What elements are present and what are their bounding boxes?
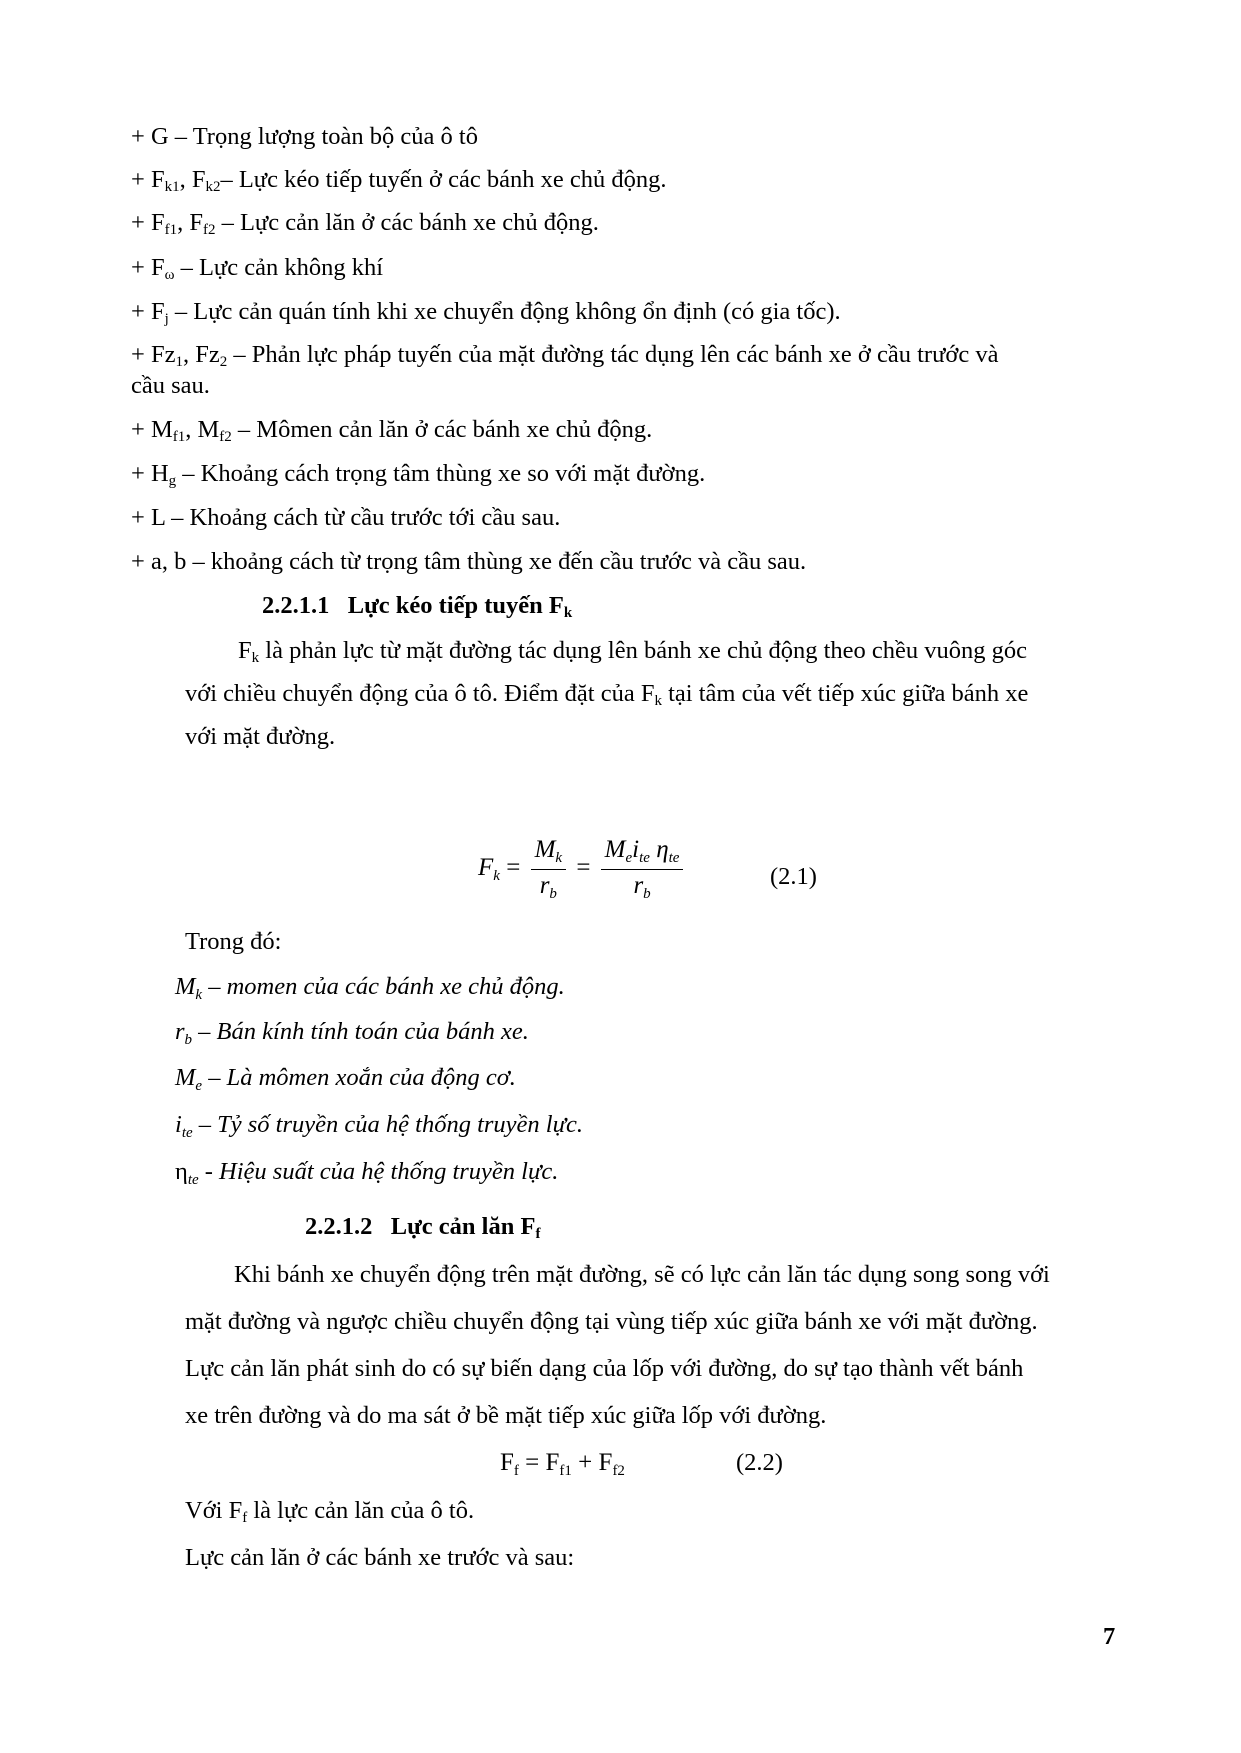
def-symbol: i xyxy=(175,1111,182,1138)
equation-label xyxy=(770,862,817,891)
definition-item xyxy=(175,1110,583,1142)
symbol-sub: j xyxy=(164,311,169,327)
eq-equals: = xyxy=(525,1449,540,1476)
definition-item xyxy=(175,1017,529,1049)
def-symbol: r xyxy=(175,1018,185,1045)
symbol-desc: – Trọng lượng toàn bộ của ô tô xyxy=(174,123,478,150)
symbol-desc: – Mômen cản lăn ở các bánh xe chủ động. xyxy=(231,416,653,443)
symbol-item xyxy=(131,297,841,328)
symbol-item xyxy=(131,208,599,239)
def-symbol: M xyxy=(175,973,196,1000)
eq-equals: = xyxy=(506,854,521,882)
eq-var-sub: b xyxy=(549,886,557,902)
paragraph-line xyxy=(185,722,335,751)
eq-var: F xyxy=(545,1449,560,1476)
eq-label: (2.2) xyxy=(736,1449,783,1476)
section-heading xyxy=(262,591,572,622)
para-symbol-sub: f xyxy=(242,1510,248,1526)
eq-var: i xyxy=(632,836,640,863)
equation-label xyxy=(736,1448,783,1477)
symbol-desc: – Lực cản không khí xyxy=(174,254,384,281)
symbol-name: + Fz xyxy=(131,341,176,368)
symbol-sub: ω xyxy=(164,267,175,283)
def-symbol-sub: k xyxy=(195,987,203,1003)
paragraph-line xyxy=(185,679,1028,710)
symbol-name: + F xyxy=(131,254,165,281)
symbol-item xyxy=(131,340,998,371)
def-symbol-sub: b xyxy=(184,1032,193,1048)
para-symbol-sub: k xyxy=(251,650,260,666)
symbol-sub: k2 xyxy=(205,179,221,195)
para-text: với chiều chuyển động của ô tô. Điểm đặt của F xyxy=(185,680,655,707)
eq-var: M xyxy=(604,836,626,863)
para-text: xe trên đường và do ma sát ở bề mặt tiếp xúc giữa lốp với đường. xyxy=(185,1402,827,1429)
def-text: - Hiệu suất của hệ thống truyền lực. xyxy=(198,1158,559,1185)
symbol-desc: – Lực kéo tiếp tuyến ở các bánh xe chủ động. xyxy=(220,166,667,193)
para-text: là phản lực từ mặt đường tác dụng lên bánh xe chủ động theo chều vuông góc xyxy=(259,637,1028,664)
def-symbol: η xyxy=(175,1158,188,1185)
para-symbol-sub: k xyxy=(654,693,662,709)
para-text: với mặt đường. xyxy=(185,723,336,750)
para-text: Lực cản lăn phát sinh do có sự biến dạng của lốp với đường, do sự tạo thành vết bánh xyxy=(185,1355,1024,1382)
paragraph-line xyxy=(238,636,1027,667)
symbol-name: + L xyxy=(131,504,165,531)
eq-var-sub: f xyxy=(513,1463,519,1479)
eq-var-sub: f1 xyxy=(559,1463,572,1479)
symbol-item xyxy=(131,165,666,196)
def-symbol-sub: te xyxy=(187,1172,199,1188)
eq-var-sub: te xyxy=(668,850,680,866)
eq-var-sub: e xyxy=(625,850,633,866)
eq-var-sub: f2 xyxy=(612,1463,625,1479)
symbol-desc: – Khoảng cách từ cầu trước tới cầu sau. xyxy=(165,504,561,531)
symbol-name: + a, b xyxy=(131,548,187,575)
symbol-name: , F xyxy=(177,209,203,236)
def-text: – Bán kính tính toán của bánh xe. xyxy=(192,1018,529,1045)
def-text: – Tỷ số truyền của hệ thống truyền lực. xyxy=(192,1111,583,1138)
section-title: Lực kéo tiếp tuyến F xyxy=(347,592,564,619)
symbol-name: + F xyxy=(131,298,165,325)
section-title-sub: k xyxy=(563,605,573,621)
symbol-item xyxy=(131,253,383,284)
symbol-name: + F xyxy=(131,166,165,193)
eq-lhs-sub: k xyxy=(493,868,500,885)
eq-denominator xyxy=(601,870,684,903)
eq-equals: = xyxy=(576,854,591,882)
symbol-item xyxy=(131,503,560,532)
eq-var: F xyxy=(500,1449,514,1476)
def-symbol: M xyxy=(175,1064,196,1091)
symbol-sub: g xyxy=(168,473,177,489)
def-text: – momen của các bánh xe chủ động. xyxy=(202,973,565,1000)
symbol-desc: cầu sau. xyxy=(131,372,210,399)
symbol-sub: 1 xyxy=(175,354,183,370)
page-number xyxy=(1103,1622,1115,1651)
paragraph-line xyxy=(185,1496,474,1527)
symbol-desc: – khoảng cách từ trọng tâm thùng xe đến cầu trước và cầu sau. xyxy=(186,548,807,575)
symbol-sub: 2 xyxy=(219,354,228,370)
where-text: Trong đó: xyxy=(185,928,282,955)
definition-item xyxy=(175,1157,558,1189)
symbol-sub: f1 xyxy=(164,222,178,238)
symbol-name: + M xyxy=(131,416,173,443)
eq-var-sub: b xyxy=(643,886,651,902)
symbol-sub: f1 xyxy=(172,429,186,445)
symbol-sub: k1 xyxy=(164,179,180,195)
symbol-desc: – Lực cản lăn ở các bánh xe chủ động. xyxy=(215,209,599,236)
eq-var: M xyxy=(534,836,556,863)
symbol-item xyxy=(131,459,705,490)
symbol-item xyxy=(131,415,652,446)
eq-lhs: F xyxy=(478,854,494,882)
symbol-name: + H xyxy=(131,460,169,487)
where-label xyxy=(185,927,281,956)
definition-item xyxy=(175,972,565,1004)
paragraph-line xyxy=(185,1401,826,1430)
eq-numerator xyxy=(531,836,567,870)
eq-fraction-2 xyxy=(601,836,684,903)
symbol-name: + F xyxy=(131,209,165,236)
symbol-name: , M xyxy=(185,416,220,443)
eq-var: η xyxy=(656,836,669,863)
equation-2-2 xyxy=(500,1448,625,1480)
def-symbol-sub: e xyxy=(195,1078,203,1094)
def-text: – Là mômen xoắn của động cơ. xyxy=(202,1064,516,1091)
symbol-item xyxy=(131,547,806,576)
symbol-name: , Fz xyxy=(182,341,220,368)
section-title-sub: f xyxy=(535,1226,541,1242)
symbol-desc: – Lực cản quán tính khi xe chuyển động không ổn định (có gia tốc). xyxy=(168,298,841,325)
symbol-sub: f2 xyxy=(202,222,216,238)
section-number: 2.2.1.2 xyxy=(305,1213,373,1240)
symbol-name: + G xyxy=(131,123,169,150)
para-text: tại tâm của vết tiếp xúc giữa bánh xe xyxy=(661,680,1029,707)
eq-plus: + xyxy=(578,1449,593,1476)
eq-var: r xyxy=(539,872,550,899)
eq-numerator xyxy=(601,836,684,870)
paragraph-line xyxy=(185,1307,1038,1336)
symbol-name: , F xyxy=(179,166,206,193)
para-text: Lực cản lăn ở các bánh xe trước và sau: xyxy=(185,1544,575,1571)
symbol-sub: f2 xyxy=(219,429,232,445)
section-title: Lực cản lăn F xyxy=(390,1213,536,1240)
definition-item xyxy=(175,1063,516,1095)
para-text: là lực cản lăn của ô tô. xyxy=(247,1497,475,1524)
symbol-item-continuation xyxy=(131,371,210,400)
symbol-desc: – Phản lực pháp tuyến của mặt đường tác dụng lên các bánh xe ở cầu trước và xyxy=(227,341,999,368)
para-text: mặt đường và ngược chiều chuyển động tại vùng tiếp xúc giữa bánh xe với mặt đường. xyxy=(185,1308,1038,1335)
eq-denominator xyxy=(531,870,567,903)
paragraph-line xyxy=(234,1260,1050,1289)
eq-var-sub: k xyxy=(555,850,563,866)
eq-var-sub: te xyxy=(639,850,650,866)
eq-fraction-1 xyxy=(531,836,567,903)
eq-label: (2.1) xyxy=(770,863,817,890)
symbol-item xyxy=(131,122,478,151)
section-number: 2.2.1.1 xyxy=(262,592,330,619)
paragraph-line xyxy=(185,1543,574,1572)
eq-var: r xyxy=(633,872,644,899)
para-text: Với F xyxy=(185,1497,243,1524)
para-text: Khi bánh xe chuyển động trên mặt đường, sẽ có lực cản lăn tác dụng song song với xyxy=(234,1261,1050,1288)
symbol-desc: – Khoảng cách trọng tâm thùng xe so với mặt đường. xyxy=(176,460,706,487)
section-heading xyxy=(305,1212,540,1243)
equation-2-1 xyxy=(478,836,687,903)
paragraph-line xyxy=(185,1354,1023,1383)
para-symbol: F xyxy=(238,637,252,664)
page-number-text: 7 xyxy=(1103,1623,1116,1650)
eq-var: F xyxy=(598,1449,613,1476)
def-symbol-sub: te xyxy=(181,1125,193,1141)
